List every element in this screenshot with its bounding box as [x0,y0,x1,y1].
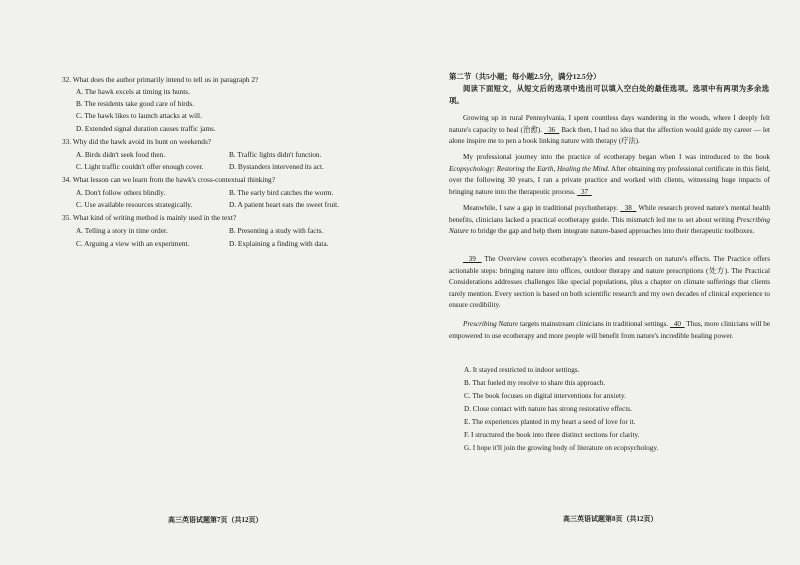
question-32-option-d: D. Extended signal duration causes traffic jams. [76,124,216,133]
paragraph-2-part-b: After obtaining my professional certificate in this field, over the following 30 years, I ran a private practice and worked with clients, witnessing huge impacts of bringing nature into the therapeutic process. [449,164,770,196]
option-c: C. The book focuses on digital interventions for anxiety. [464,392,626,400]
question-34-stem: 34. What lesson can we learn from the hawk's cross-contextual thinking? [62,175,275,184]
question-33-stem: 33. Why did the hawk avoid its hunt on weekends? [62,137,212,146]
section-title: 第二节（共5小题；每小题2.5分，满分12.5分） [449,72,601,81]
paragraph-3 [449,203,770,238]
option-e: E. The experiences planted in my heart a seed of love for it. [464,418,636,426]
question-35-option-b: B. Presenting a study with facts. [229,226,324,235]
question-33-option-b: B. Traffic lights didn't function. [229,150,322,159]
question-34-option-a: A. Don't follow others blindly. [76,188,166,197]
question-35-stem: 35. What kind of writing method is mainly used in the text? [62,213,237,222]
option-b: B. That fueled my resolve to share this approach. [464,379,606,387]
page-footer-left: 高三英语试题第7页（共12页） [168,516,263,524]
right-page [400,0,800,565]
option-g: G. I hope it'll join the growing body of literature on ecopsychology. [464,444,659,452]
question-32-stem: 32. What does the author primarily intend to tell us in paragraph 2? [62,75,259,84]
question-34-option-b: B. The early bird catches the worm. [229,188,334,197]
question-33-option-c: C. Light traffic couldn't offer enough cover. [76,162,204,171]
book-title-prescribing-nature-2: Prescribing Nature [463,320,519,328]
paragraph-2 [449,152,770,198]
question-33-option-a: A. Birds didn't seek food then. [76,150,166,159]
blank-38[interactable]: 38 [624,204,632,212]
paragraph-1-part-b: Back then, I had no idea that the affection would guide my career — let alone inspire me to pen a book linking nature with therapy (疗法). [449,125,771,145]
paragraph-3-part-a: Meanwhile, I saw a gap in traditional psychotherapy. [463,204,619,212]
paragraph-3-part-b: While research proved nature's mental health benefits, clinicians lacked a practical ecotherapy guide. This mismatch led me to set about writing [449,204,770,224]
blank-36[interactable]: 36 [548,125,556,134]
blank-37[interactable]: 37 [580,187,589,196]
paragraph-2-part-a: My professional journey into the practice of ecotherapy began when I was introduced to the book [463,153,770,161]
book-title-ecopsychology: Ecopsychology: Restoring the Earth, Healing the Mind. [449,164,610,173]
option-f: F. I structured the book into three distinct sections for clarity. [464,431,640,439]
blank-39[interactable]: 39 [468,255,476,263]
page-footer-right: 高三英语试题第8页（共12页） [563,515,658,523]
paragraph-1 [449,113,770,148]
blank-40[interactable]: 40 [673,320,681,328]
question-33-option-d: D. Bystanders intervened its act. [229,162,324,171]
question-32-option-b: B. The residents take good care of birds. [76,99,195,108]
paragraph-4-text: The Overview covers ecotherapy's theories and research on nature's effects. The Practice offers actionable steps: bringing nature into offices, outdoor therapy and nature prescriptions (处方). The Practical Considerations addresses challenges like special populations, plus a chapter on climate sufferings that clients rarely mention. Every section is based on both scientific research and my own decades of clinical experience to ensure credibility. [449,255,771,309]
question-35-option-c: C. Arguing a view with an experiment. [76,239,190,248]
paragraph-5-part-a: targets mainstream clinicians in traditional settings. [520,320,669,328]
paragraph-4 [449,254,770,312]
section-instructions: 阅读下面短文，从短文后的选项中选出可以填入空白处的最佳选项。选项中有两项为多余选项。 [449,84,769,105]
paragraph-3-part-c: to bridge the gap and help them integrate nature-based approaches into their therapeutic toolboxes. [470,227,755,235]
question-34-option-c: C. Use available resources strategically. [76,200,193,209]
option-a: A. It stayed restricted to indoor settings. [464,366,580,374]
question-35-option-d: D. Explaining a finding with data. [229,239,329,248]
option-d: D. Close contact with nature has strong restorative effects. [464,405,632,413]
question-34-option-d: D. A patient heart eats the sweet fruit. [229,200,340,209]
paragraph-1-part-a: Growing up in rural Pennsylvania, I spent countless days wandering in the woods, where I deeply felt nature's capacity to heal (治愈). [449,114,770,134]
book-title-prescribing-nature: Prescribing Nature [449,215,771,235]
question-35-option-a: A. Telling a story in time order. [76,226,168,235]
question-32-option-c: C. The hawk likes to launch attacks at will. [76,111,202,120]
paragraph-5 [449,319,770,342]
question-32-option-a: A. The hawk excels at timing its hunts. [76,87,190,96]
paragraph-5-part-b: Thus, more clinicians will be empowered to use ecotherapy and more people will benefit from nature's incredible healing power. [449,320,771,340]
